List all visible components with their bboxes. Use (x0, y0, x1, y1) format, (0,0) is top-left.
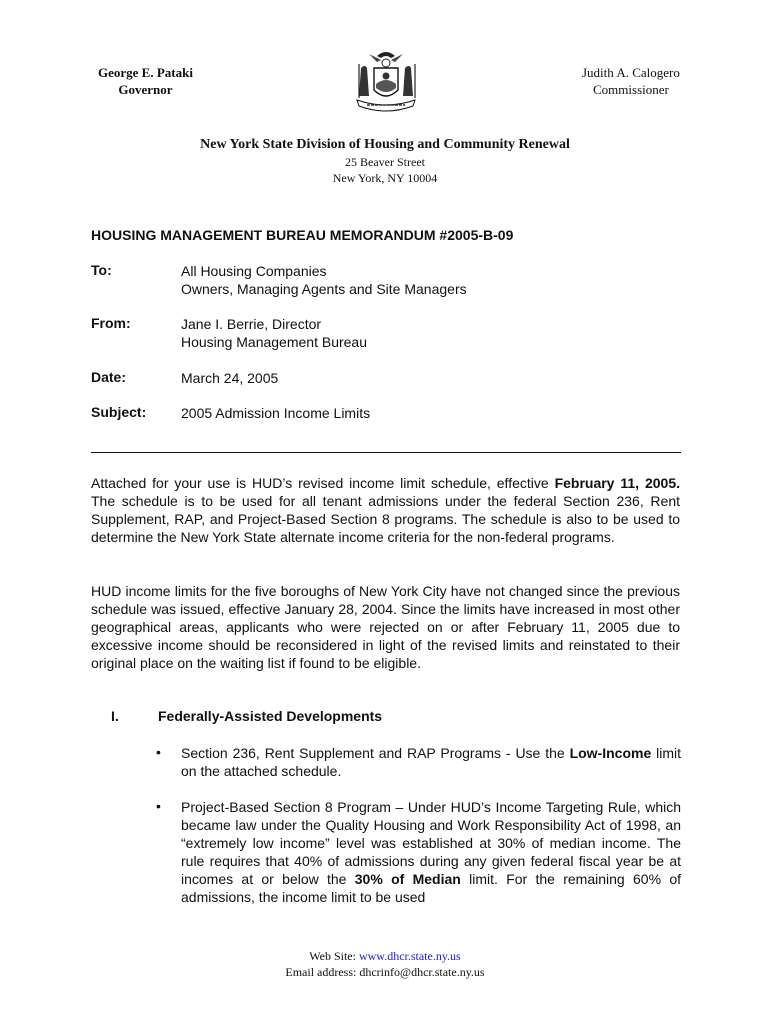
new-york-state-seal-icon (347, 46, 425, 116)
agency-name: New York State Division of Housing and Community Renewal (200, 137, 570, 152)
email-address: dhcrinfo@dhcr.state.ny.us (359, 965, 485, 979)
from-label: From: (91, 315, 131, 331)
governor-title: Governor (118, 82, 173, 97)
paragraph-1-text-a: Attached for your use is HUD’s revised income limit schedule, effective (91, 475, 555, 491)
governor-block (98, 64, 193, 98)
governor-name: George E. Pataki (98, 65, 193, 80)
from-line-1: Jane I. Berrie, Director (181, 316, 322, 332)
bullet-2-text-b: limit. For the remaining 60% of admissions, the income limit to be used (181, 871, 681, 905)
website-label: Web Site: (309, 949, 359, 963)
to-label: To: (91, 262, 112, 278)
agency-street: 25 Beaver Street (345, 155, 425, 169)
commissioner-block (582, 64, 680, 98)
bullet-icon: • (156, 744, 161, 760)
subject-label: Subject: (91, 404, 147, 420)
footer (0, 948, 770, 980)
agency-block (0, 136, 770, 186)
date-label: Date: (91, 369, 127, 385)
section-number: I. (111, 708, 119, 724)
to-line-1: All Housing Companies (181, 263, 327, 279)
paragraph-1-text-b: The schedule is to be used for all tenant admissions under the federal Section 236, Rent Supplement, RAP, and Project-Based Section 8 programs. The schedule is also to be used to determine the New York State alternate income criteria for the non-federal programs. (91, 493, 680, 545)
paragraph-1 (91, 474, 680, 546)
to-value (181, 262, 467, 298)
memo-title: HOUSING MANAGEMENT BUREAU MEMORANDUM #2005-B-09 (91, 227, 514, 243)
bullet-item-1 (181, 744, 681, 780)
paragraph-2: HUD income limits for the five boroughs of New York City have not changed since the previous schedule was issued, effective January 28, 2004. Since the limits have increased in most other geographical areas, applicants who were rejected on or after February 11, 2005 due to excessive income should be reconsidered in light of the revised limits and reinstated to their original place on the waiting list if found to be eligible. (91, 583, 680, 671)
bullet-2-text-a: Project-Based Section 8 Program – Under HUD’s Income Targeting Rule, which became law under the Quality Housing and Work Responsibility Act of 1998, an “extremely low income” level was established at 30% of median income. The rule requires that 40% of admissions during any given federal fiscal year be at incomes at or below the (181, 799, 681, 887)
section-title: Federally-Assisted Developments (158, 708, 383, 724)
email-label: Email address: (285, 965, 360, 979)
from-line-2: Housing Management Bureau (181, 334, 368, 350)
footer-website-line (0, 948, 770, 964)
commissioner-name: Judith A. Calogero (582, 65, 680, 80)
bullet-1-text-a: Section 236, Rent Supplement and RAP Programs - Use the (181, 745, 570, 761)
paragraph-1-effective-date: February 11, 2005. (554, 475, 680, 491)
commissioner-title: Commissioner (593, 82, 669, 97)
bullet-2-30-percent-median: 30% of Median (354, 871, 461, 887)
bullet-item-2 (181, 798, 681, 906)
footer-email-line (0, 964, 770, 980)
to-line-2: Owners, Managing Agents and Site Managers (181, 281, 467, 297)
date-value: March 24, 2005 (181, 370, 279, 386)
horizontal-divider (91, 452, 681, 453)
website-link[interactable]: www.dhcr.state.ny.us (358, 949, 461, 963)
bullet-1-text-b: limit on the attached schedule. (181, 745, 681, 779)
subject-value: 2005 Admission Income Limits (181, 405, 371, 421)
from-value (181, 315, 367, 351)
bullet-1-low-income: Low-Income (569, 745, 652, 761)
bullet-icon: • (156, 798, 161, 814)
agency-city: New York, NY 10004 (332, 171, 438, 185)
